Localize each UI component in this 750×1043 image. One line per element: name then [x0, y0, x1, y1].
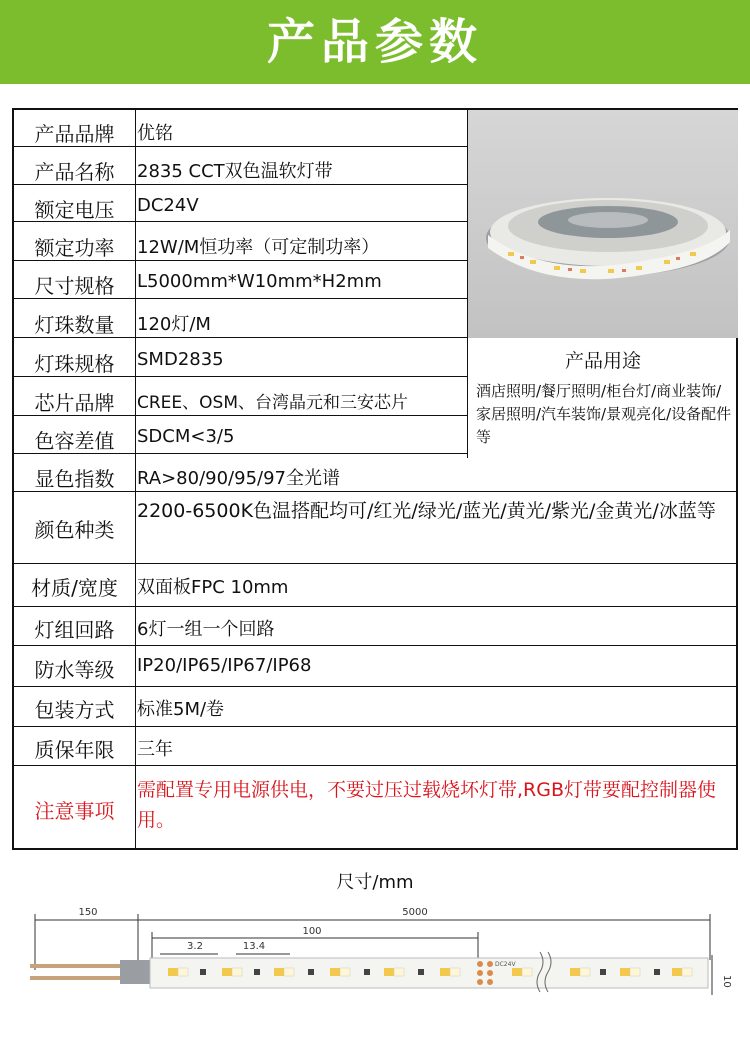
spec-value: IP20/IP65/IP67/IP68 — [137, 655, 312, 676]
product-photo — [468, 110, 738, 338]
page-title: 产品参数 — [266, 14, 483, 70]
dim-total-label: 5000 — [402, 907, 428, 918]
led-strip-reel-image — [468, 110, 738, 338]
spec-value: 12W/M恒功率（可定制功率） — [137, 237, 380, 258]
spec-label: 额定电压 — [34, 198, 115, 222]
spec-label: 颜色种类 — [34, 518, 115, 542]
spec-table — [12, 108, 738, 850]
spec-label: 芯片品牌 — [34, 391, 115, 415]
spec-label: 额定功率 — [34, 236, 115, 260]
connector — [120, 960, 152, 984]
dim-width-label: 10 — [721, 975, 732, 988]
spec-value: DC24V — [137, 195, 199, 216]
usage-text: 酒店照明/餐厅照明/柜台灯/商业装饰/家居照明/汽车装饰/景观亮化/设备配件等 — [476, 382, 732, 446]
spec-value: 标准5M/卷 — [137, 699, 225, 720]
spec-label: 灯珠规格 — [34, 352, 115, 376]
spec-label: 包装方式 — [34, 698, 115, 722]
spec-value: 2200-6500K色温搭配均可/红光/绿光/蓝光/黄光/紫光/金黄光/冰蓝等 — [137, 500, 716, 522]
spec-value: 120灯/M — [137, 314, 211, 335]
dimension-diagram — [0, 900, 750, 1043]
strip-voltage-label: DC24V — [495, 961, 516, 968]
spec-value: SMD2835 — [137, 349, 224, 370]
spec-value: 三年 — [137, 739, 173, 760]
spec-label: 显色指数 — [34, 467, 115, 491]
spec-label: 灯组回路 — [34, 618, 115, 642]
spec-label: 产品名称 — [34, 160, 115, 184]
spec-value: SDCM<3/5 — [137, 426, 235, 447]
dim-spacing-a-label: 3.2 — [187, 941, 203, 952]
usage-title: 产品用途 — [564, 350, 641, 372]
notice-value: 需配置专用电源供电，不要过压过载烧坏灯带,RGB灯带要配控制器使用。 — [137, 779, 717, 831]
spec-label: 防水等级 — [34, 658, 115, 682]
spec-value: RA>80/90/95/97全光谱 — [137, 468, 340, 489]
notice-label: 注意事项 — [34, 799, 115, 823]
spec-value: 双面板FPC 10mm — [137, 577, 289, 598]
dim-lead-label: 150 — [78, 907, 98, 918]
spec-label: 材质/宽度 — [31, 576, 118, 600]
dimension-title: 尺寸/mm — [336, 872, 414, 893]
dim-segment-label: 100 — [302, 926, 322, 937]
spec-label: 色容差值 — [34, 429, 115, 453]
spec-value: 优铭 — [137, 123, 173, 144]
spec-value: CREE、OSM、台湾晶元和三安芯片 — [137, 393, 409, 413]
spec-label: 尺寸规格 — [34, 274, 115, 298]
spec-label: 产品品牌 — [34, 122, 115, 146]
spec-label: 灯珠数量 — [34, 313, 115, 337]
spec-value: L5000mm*W10mm*H2mm — [137, 271, 382, 292]
dim-spacing-b-label: 13.4 — [242, 941, 266, 952]
spec-label: 质保年限 — [34, 738, 115, 762]
spec-value: 6灯一组一个回路 — [137, 619, 275, 640]
spec-value: 2835 CCT双色温软灯带 — [137, 161, 333, 182]
